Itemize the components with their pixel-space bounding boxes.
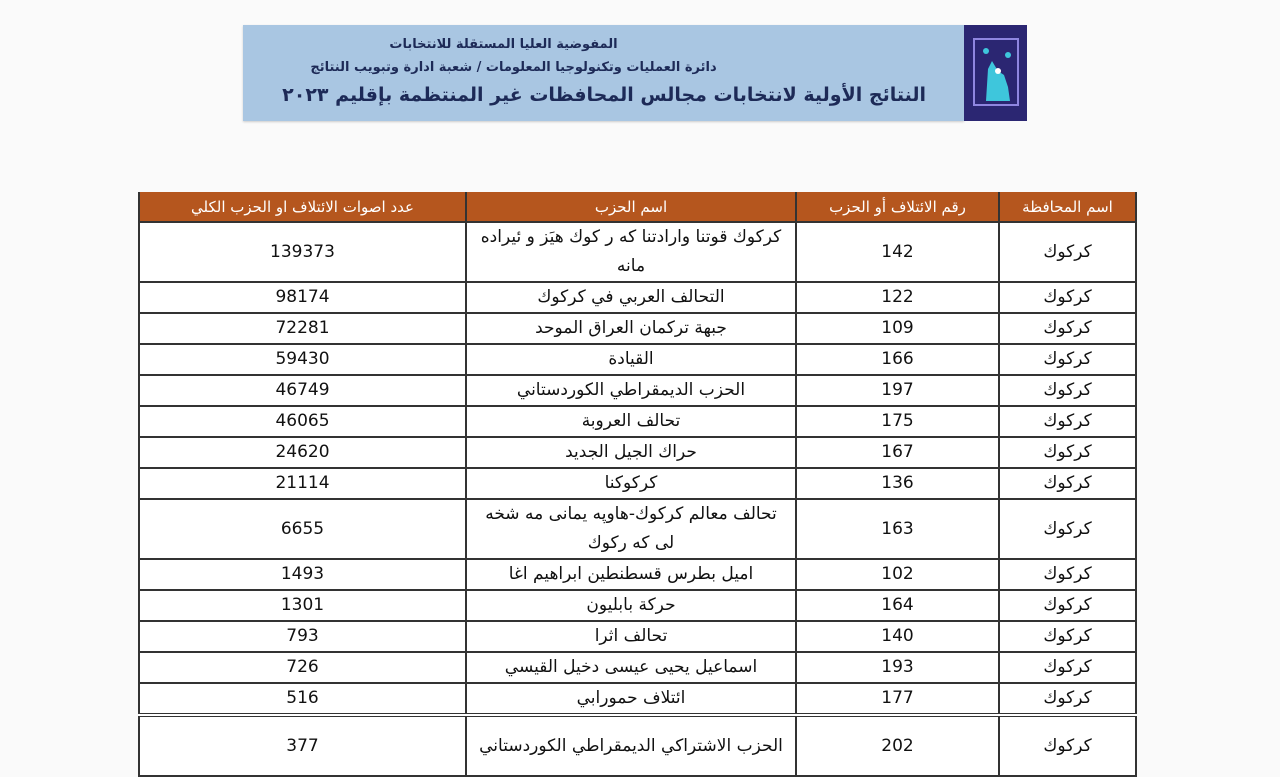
cell-province: كركوك <box>999 499 1136 559</box>
cell-province: كركوك <box>999 406 1136 437</box>
cell-votes: 24620 <box>139 437 466 468</box>
column-header-party: اسم الحزب <box>466 192 796 222</box>
cell-votes: 98174 <box>139 282 466 313</box>
cell-party: كركوكنا <box>466 468 796 499</box>
cell-party: كركوك قوتنا وارادتنا كه ر كوك هيَز و ئيراده مانه <box>466 222 796 282</box>
cell-votes: 1301 <box>139 590 466 621</box>
cell-number: 202 <box>796 715 999 776</box>
cell-votes: 516 <box>139 683 466 715</box>
cell-province: كركوك <box>999 344 1136 375</box>
cell-party: التحالف العربي في كركوك <box>466 282 796 313</box>
cell-province: كركوك <box>999 621 1136 652</box>
table-row <box>139 590 1136 621</box>
cell-party: الحزب الديمقراطي الكوردستاني <box>466 375 796 406</box>
header-banner <box>243 25 964 121</box>
cell-number: 163 <box>796 499 999 559</box>
cell-province: كركوك <box>999 313 1136 344</box>
column-header-number: رقم الائتلاف أو الحزب <box>796 192 999 222</box>
cell-province: كركوك <box>999 559 1136 590</box>
cell-party: اسماعيل يحيى عيسى دخيل القيسي <box>466 652 796 683</box>
table-row <box>139 621 1136 652</box>
table-row <box>139 715 1136 776</box>
cell-number: 175 <box>796 406 999 437</box>
cell-province: كركوك <box>999 715 1136 776</box>
cell-province: كركوك <box>999 683 1136 715</box>
cell-party: تحالف العروبة <box>466 406 796 437</box>
cell-votes: 1493 <box>139 559 466 590</box>
cell-number: 197 <box>796 375 999 406</box>
cell-party: تحالف معالم كركوك-هاوپه يمانى مه شخه لى كه ركوك <box>466 499 796 559</box>
table-row <box>139 375 1136 406</box>
table-row <box>139 344 1136 375</box>
cell-party: ائتلاف حمورابي <box>466 683 796 715</box>
cell-votes: 6655 <box>139 499 466 559</box>
cell-number: 109 <box>796 313 999 344</box>
table-row <box>139 282 1136 313</box>
department-name: دائرة العمليات وتكنولوجيا المعلومات / شعبة ادارة وتبويب النتائج <box>310 60 717 75</box>
cell-province: كركوك <box>999 468 1136 499</box>
table-row <box>139 406 1136 437</box>
column-header-province: اسم المحافظة <box>999 192 1136 222</box>
cell-party: حراك الجيل الجديد <box>466 437 796 468</box>
cell-number: 166 <box>796 344 999 375</box>
cell-number: 167 <box>796 437 999 468</box>
results-table <box>138 192 1137 777</box>
cell-number: 122 <box>796 282 999 313</box>
cell-votes: 21114 <box>139 468 466 499</box>
cell-votes: 46749 <box>139 375 466 406</box>
cell-party: حركة بابليون <box>466 590 796 621</box>
column-header-votes: عدد اصوات الائتلاف او الحزب الكلي <box>139 192 466 222</box>
table-header-row <box>139 192 1136 222</box>
cell-votes: 377 <box>139 715 466 776</box>
cell-number: 164 <box>796 590 999 621</box>
cell-number: 140 <box>796 621 999 652</box>
table-row <box>139 313 1136 344</box>
cell-number: 142 <box>796 222 999 282</box>
table-row <box>139 468 1136 499</box>
cell-province: كركوك <box>999 375 1136 406</box>
cell-province: كركوك <box>999 652 1136 683</box>
cell-party: القيادة <box>466 344 796 375</box>
cell-votes: 793 <box>139 621 466 652</box>
ihec-ballot-logo-icon <box>964 25 1027 121</box>
page-title: النتائج الأولية لانتخابات مجالس المحافظات غير المنتظمة بإقليم ٢٠٢٣ <box>282 84 926 106</box>
table-row <box>139 652 1136 683</box>
table-row <box>139 437 1136 468</box>
cell-province: كركوك <box>999 222 1136 282</box>
table-row <box>139 559 1136 590</box>
cell-number: 193 <box>796 652 999 683</box>
cell-votes: 139373 <box>139 222 466 282</box>
cell-votes: 726 <box>139 652 466 683</box>
table-row <box>139 499 1136 559</box>
commission-name: المفوضية العليا المستقلة للانتخابات <box>389 37 618 52</box>
cell-party: جبهة تركمان العراق الموحد <box>466 313 796 344</box>
cell-number: 136 <box>796 468 999 499</box>
cell-number: 102 <box>796 559 999 590</box>
cell-province: كركوك <box>999 437 1136 468</box>
cell-party: تحالف اثرا <box>466 621 796 652</box>
cell-party: الحزب الاشتراكي الديمقراطي الكوردستاني <box>466 715 796 776</box>
cell-votes: 59430 <box>139 344 466 375</box>
table-row <box>139 683 1136 715</box>
cell-votes: 72281 <box>139 313 466 344</box>
cell-province: كركوك <box>999 282 1136 313</box>
cell-party: اميل بطرس قسطنطين ابراهيم اغا <box>466 559 796 590</box>
cell-number: 177 <box>796 683 999 715</box>
table-row <box>139 222 1136 282</box>
cell-votes: 46065 <box>139 406 466 437</box>
cell-province: كركوك <box>999 590 1136 621</box>
